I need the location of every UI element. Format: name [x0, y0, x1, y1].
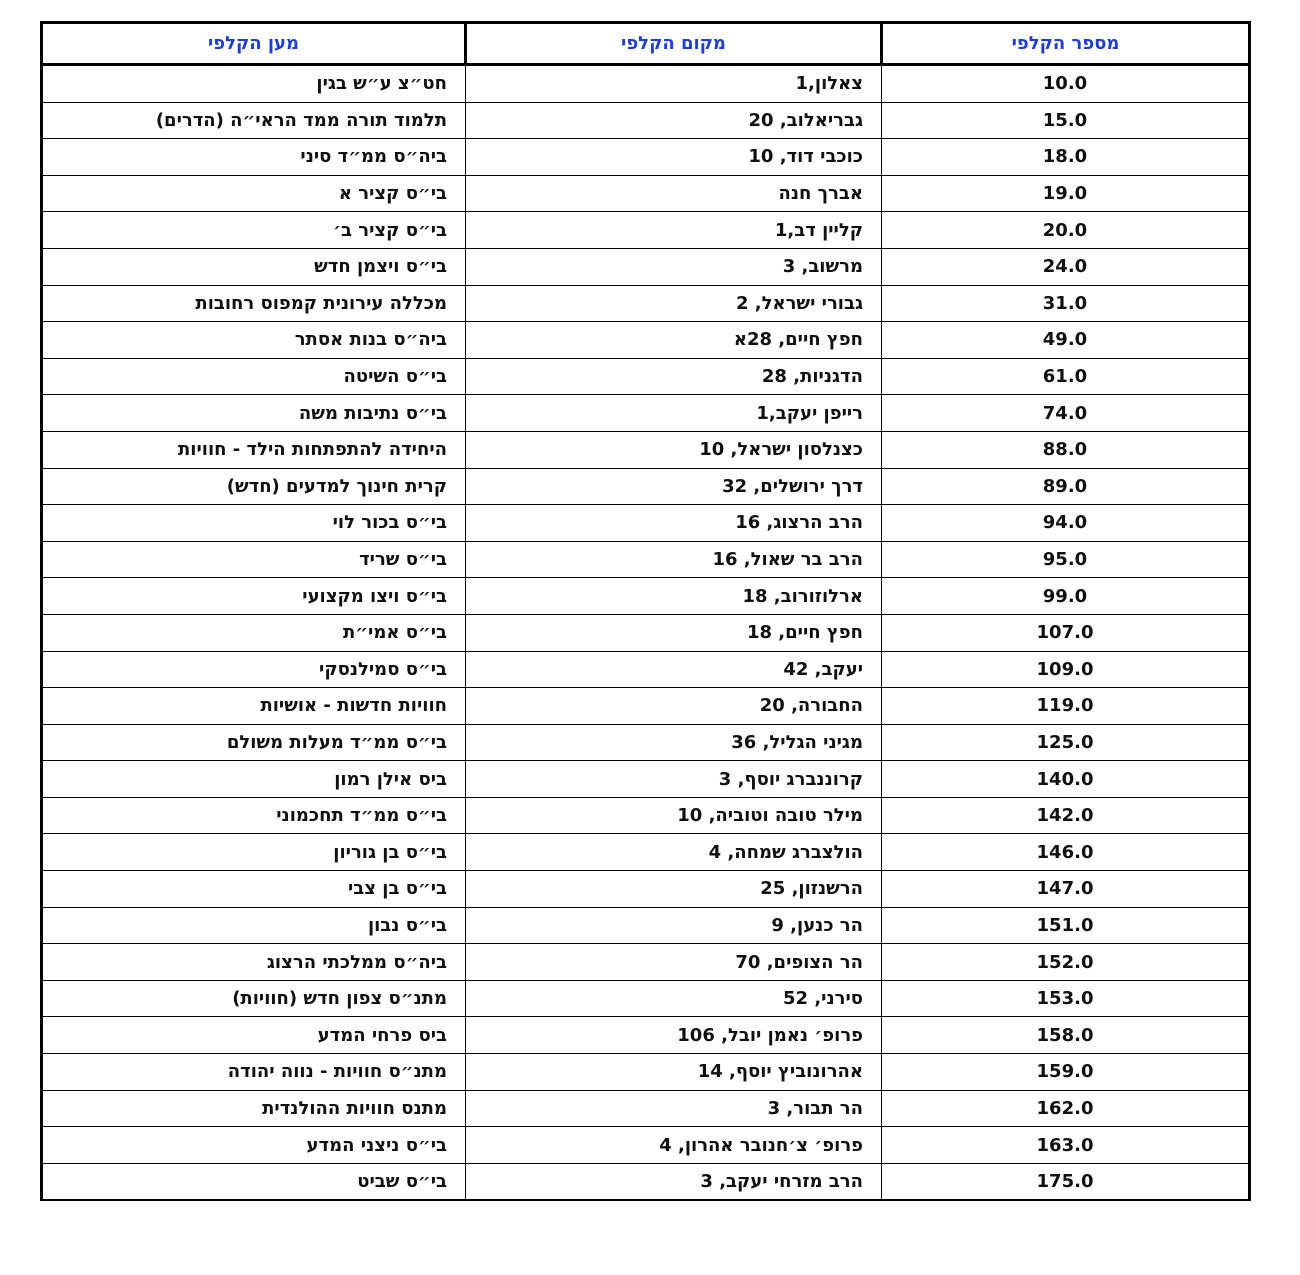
poll-institution-cell: בי״ס קציר א: [42, 175, 466, 212]
table-row: [42, 431, 1250, 468]
poll-institution-cell: בי״ס נבון: [42, 907, 466, 944]
poll-location-cell: דרך ירושלים, 32: [466, 468, 882, 505]
poll-institution-cell: בי״ס ממ״ד תחכמוני: [42, 797, 466, 834]
poll-number-cell: 95.0: [882, 541, 1250, 578]
poll-institution-cell: בי״ס ניצני המדע: [42, 1127, 466, 1164]
poll-number-cell: 125.0: [882, 724, 1250, 761]
poll-number-cell: 10.0: [882, 65, 1250, 103]
table-row: [42, 1127, 1250, 1164]
poll-location-cell: הר כנען, 9: [466, 907, 882, 944]
poll-number-cell: 88.0: [882, 431, 1250, 468]
poll-number-cell: 152.0: [882, 944, 1250, 981]
poll-location-cell: סירני, 52: [466, 980, 882, 1017]
table-row: [42, 212, 1250, 249]
table-row: [42, 322, 1250, 359]
poll-number-cell: 162.0: [882, 1090, 1250, 1127]
poll-institution-cell: מתנ״ס חוויות - נווה יהודה: [42, 1054, 466, 1091]
poll-location-cell: חפץ חיים, 28א: [466, 322, 882, 359]
poll-number-cell: 18.0: [882, 139, 1250, 176]
table-row: [42, 65, 1250, 103]
table-row: [42, 1054, 1250, 1091]
poll-institution-cell: ביה״ס בנות אסתר: [42, 322, 466, 359]
poll-location-cell: צאלון,1: [466, 65, 882, 103]
poll-number-cell: 94.0: [882, 505, 1250, 542]
poll-institution-cell: בי״ס ויצמן חדש: [42, 248, 466, 285]
poll-location-cell: ארלוזורוב, 18: [466, 578, 882, 615]
table-row: [42, 614, 1250, 651]
poll-institution-cell: בי״ס קציר ב׳: [42, 212, 466, 249]
poll-institution-cell: מתנס חוויות ההולנדית: [42, 1090, 466, 1127]
poll-number-cell: 153.0: [882, 980, 1250, 1017]
poll-location-cell: אהרונוביץ יוסף, 14: [466, 1054, 882, 1091]
table-row: [42, 834, 1250, 871]
table-row: [42, 578, 1250, 615]
poll-location-cell: הולצברג שמחה, 4: [466, 834, 882, 871]
table-row: [42, 285, 1250, 322]
poll-institution-cell: בי״ס אמי״ת: [42, 614, 466, 651]
poll-location-cell: הרשנזון, 25: [466, 871, 882, 908]
poll-location-cell: גבריאלוב, 20: [466, 102, 882, 139]
poll-number-cell: 147.0: [882, 871, 1250, 908]
poll-location-cell: החבורה, 20: [466, 688, 882, 725]
poll-location-cell: קליין דב,1: [466, 212, 882, 249]
table-row: [42, 871, 1250, 908]
poll-location-cell: כוכבי דוד, 10: [466, 139, 882, 176]
table-row: [42, 358, 1250, 395]
poll-institution-cell: ביה״ס ממ״ד סיני: [42, 139, 466, 176]
table-row: [42, 1017, 1250, 1054]
poll-number-cell: 107.0: [882, 614, 1250, 651]
poll-location-cell: פרופ׳ נאמן יובל, 106: [466, 1017, 882, 1054]
table-row: [42, 175, 1250, 212]
poll-number-cell: 142.0: [882, 797, 1250, 834]
column-header-location: מקום הקלפי: [466, 23, 882, 65]
poll-number-cell: 158.0: [882, 1017, 1250, 1054]
table-body: [42, 65, 1250, 1201]
poll-number-cell: 74.0: [882, 395, 1250, 432]
poll-number-cell: 24.0: [882, 248, 1250, 285]
polling-stations-sheet: [40, 21, 1248, 1201]
poll-number-cell: 49.0: [882, 322, 1250, 359]
table-header: [42, 23, 1250, 65]
poll-institution-cell: בי״ס בכור לוי: [42, 505, 466, 542]
table-row: [42, 761, 1250, 798]
poll-location-cell: פרופ׳ צ׳חנובר אהרון, 4: [466, 1127, 882, 1164]
table-row: [42, 1163, 1250, 1200]
poll-institution-cell: חוויות חדשות - אושיות: [42, 688, 466, 725]
poll-location-cell: קרוננברג יוסף, 3: [466, 761, 882, 798]
poll-institution-cell: בי״ס סמילנסקי: [42, 651, 466, 688]
poll-location-cell: הדגניות, 28: [466, 358, 882, 395]
poll-institution-cell: מכללה עירונית קמפוס רחובות: [42, 285, 466, 322]
poll-location-cell: מרשוב, 3: [466, 248, 882, 285]
poll-number-cell: 61.0: [882, 358, 1250, 395]
poll-number-cell: 19.0: [882, 175, 1250, 212]
poll-number-cell: 175.0: [882, 1163, 1250, 1200]
poll-location-cell: כצנלסון ישראל, 10: [466, 431, 882, 468]
poll-institution-cell: בי״ס שריד: [42, 541, 466, 578]
poll-number-cell: 15.0: [882, 102, 1250, 139]
column-header-number: מספר הקלפי: [882, 23, 1250, 65]
poll-institution-cell: מתנ״ס צפון חדש (חוויות): [42, 980, 466, 1017]
poll-number-cell: 140.0: [882, 761, 1250, 798]
poll-number-cell: 20.0: [882, 212, 1250, 249]
poll-number-cell: 146.0: [882, 834, 1250, 871]
poll-number-cell: 163.0: [882, 1127, 1250, 1164]
poll-location-cell: הרב בר שאול, 16: [466, 541, 882, 578]
table-row: [42, 724, 1250, 761]
poll-number-cell: 119.0: [882, 688, 1250, 725]
table-row: [42, 102, 1250, 139]
poll-institution-cell: תלמוד תורה ממד הראי״ה (הדרים): [42, 102, 466, 139]
table-row: [42, 1090, 1250, 1127]
poll-location-cell: אברך חנה: [466, 175, 882, 212]
poll-number-cell: 99.0: [882, 578, 1250, 615]
table-row: [42, 980, 1250, 1017]
table-row: [42, 248, 1250, 285]
poll-institution-cell: בי״ס בן צבי: [42, 871, 466, 908]
table-row: [42, 395, 1250, 432]
poll-location-cell: יעקב, 42: [466, 651, 882, 688]
table-row: [42, 468, 1250, 505]
poll-number-cell: 151.0: [882, 907, 1250, 944]
poll-institution-cell: בי״ס ויצו מקצועי: [42, 578, 466, 615]
column-header-institution: מען הקלפי: [42, 23, 466, 65]
poll-institution-cell: ביס אילן רמון: [42, 761, 466, 798]
poll-institution-cell: ביה״ס ממלכתי הרצוג: [42, 944, 466, 981]
poll-location-cell: הרב מזרחי יעקב, 3: [466, 1163, 882, 1200]
poll-institution-cell: בי״ס ממ״ד מעלות משולם: [42, 724, 466, 761]
poll-institution-cell: בי״ס בן גוריון: [42, 834, 466, 871]
table-row: [42, 944, 1250, 981]
poll-number-cell: 31.0: [882, 285, 1250, 322]
table-row: [42, 651, 1250, 688]
table-row: [42, 907, 1250, 944]
poll-number-cell: 89.0: [882, 468, 1250, 505]
poll-location-cell: הר הצופים, 70: [466, 944, 882, 981]
poll-location-cell: מגיני הגליל, 36: [466, 724, 882, 761]
poll-location-cell: הרב הרצוג, 16: [466, 505, 882, 542]
poll-number-cell: 109.0: [882, 651, 1250, 688]
poll-institution-cell: קרית חינוך למדעים (חדש): [42, 468, 466, 505]
poll-institution-cell: בי״ס השיטה: [42, 358, 466, 395]
table-row: [42, 541, 1250, 578]
table-row: [42, 139, 1250, 176]
poll-location-cell: גבורי ישראל, 2: [466, 285, 882, 322]
poll-institution-cell: בי״ס נתיבות משה: [42, 395, 466, 432]
poll-location-cell: רייפן יעקב,1: [466, 395, 882, 432]
header-row: [42, 23, 1250, 65]
table-row: [42, 505, 1250, 542]
poll-number-cell: 159.0: [882, 1054, 1250, 1091]
table-row: [42, 797, 1250, 834]
poll-institution-cell: חט״צ ע״ש בגין: [42, 65, 466, 103]
poll-institution-cell: היחידה להתפתחות הילד - חוויות: [42, 431, 466, 468]
table-row: [42, 688, 1250, 725]
poll-location-cell: מילר טובה וטוביה, 10: [466, 797, 882, 834]
poll-location-cell: הר תבור, 3: [466, 1090, 882, 1127]
polling-stations-table: [40, 21, 1251, 1201]
poll-location-cell: חפץ חיים, 18: [466, 614, 882, 651]
poll-institution-cell: בי״ס שביט: [42, 1163, 466, 1200]
poll-institution-cell: ביס פרחי המדע: [42, 1017, 466, 1054]
